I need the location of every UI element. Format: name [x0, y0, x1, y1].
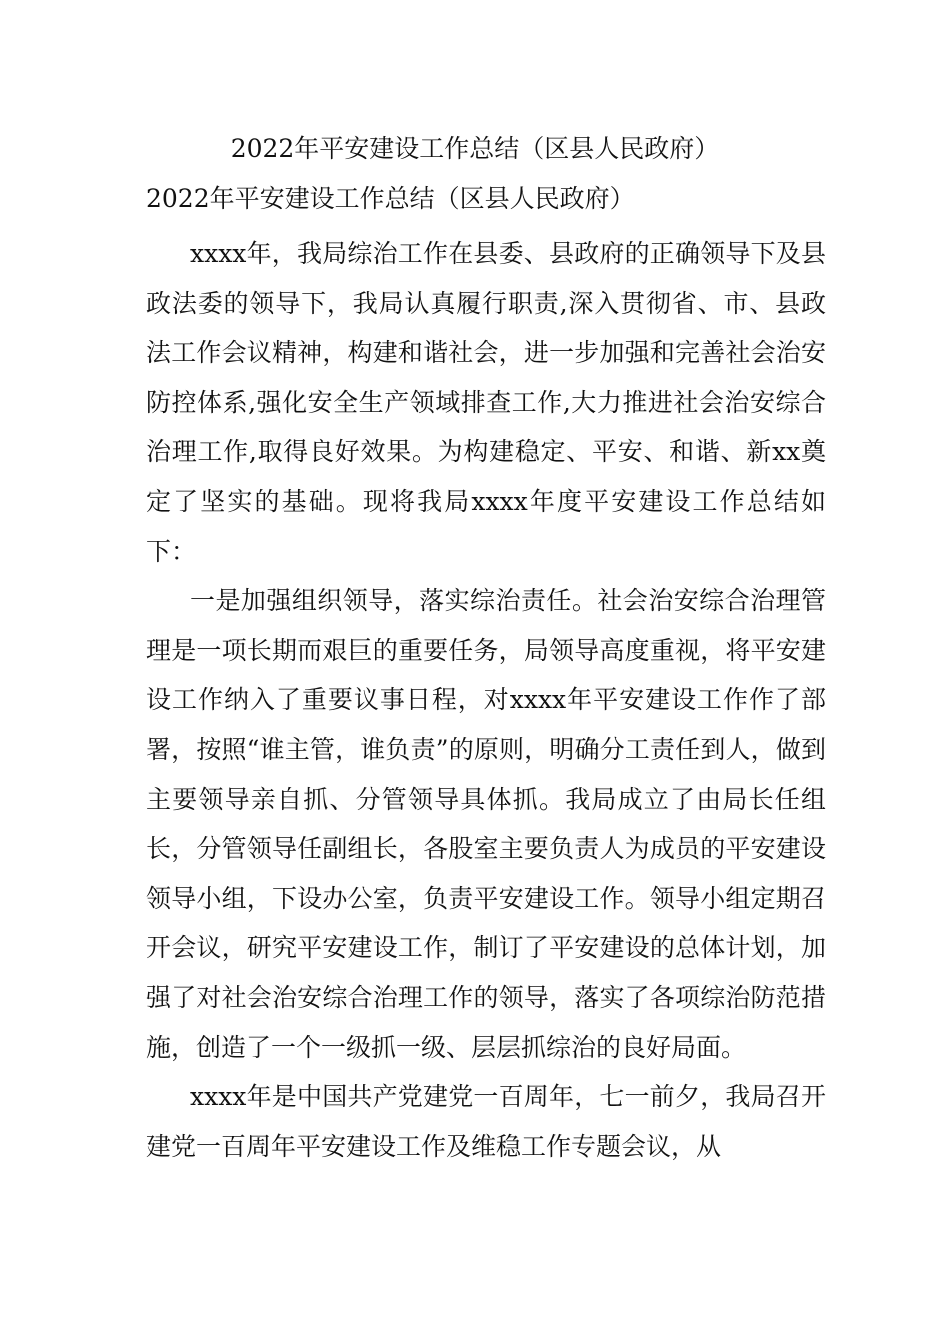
document-subtitle: 2022年平安建设工作总结（区县人民政府） — [146, 184, 635, 213]
paragraph-centenary: xxxx年是中国共产党建党一百周年，七一前夕，我局召开建党一百周年平安建设工作及维稳工作专题会议，从 — [146, 1082, 826, 1161]
document-body — [146, 229, 826, 1171]
paragraph-organization: 一是加强组织领导，落实综治责任。社会治安综合治理管理是一项长期而艰巨的重要任务，局领导高度重视，将平安建设工作纳入了重要议事日程，对xxxx年平安建设工作作了部署，按照“谁主管，谁负责”的原则，明确分工责任到人，做到主要领导亲自抓、分管领导具体抓。我局成立了由局长任组长，分管领导任副组长，各股室主要负责人为成员的平安建设领导小组，下设办公室，负责平安建设工作。领导小组定期召开会议，研究平安建设工作，制订了平安建设的总体计划，加强了对社会治安综合治理工作的领导，落实了各项综治防范措施，创造了一个一级抓一级、层层抓综治的良好局面。 — [146, 586, 826, 1062]
paragraph-intro: xxxx年，我局综治工作在县委、县政府的正确领导下及县政法委的领导下，我局认真履行职责,深入贯彻省、市、县政法工作会议精神，构建和谐社会，进一步加强和完善社会治安防控体系,强化安全生产领域排查工作,大力推进社会治安综合治理工作,取得良好效果。为构建稳定、平安、和谐、新xx奠定了坚实的基础。现将我局xxxx年度平安建设工作总结如下： — [146, 239, 826, 566]
document-title: 2022年平安建设工作总结（区县人民政府） — [230, 134, 720, 163]
